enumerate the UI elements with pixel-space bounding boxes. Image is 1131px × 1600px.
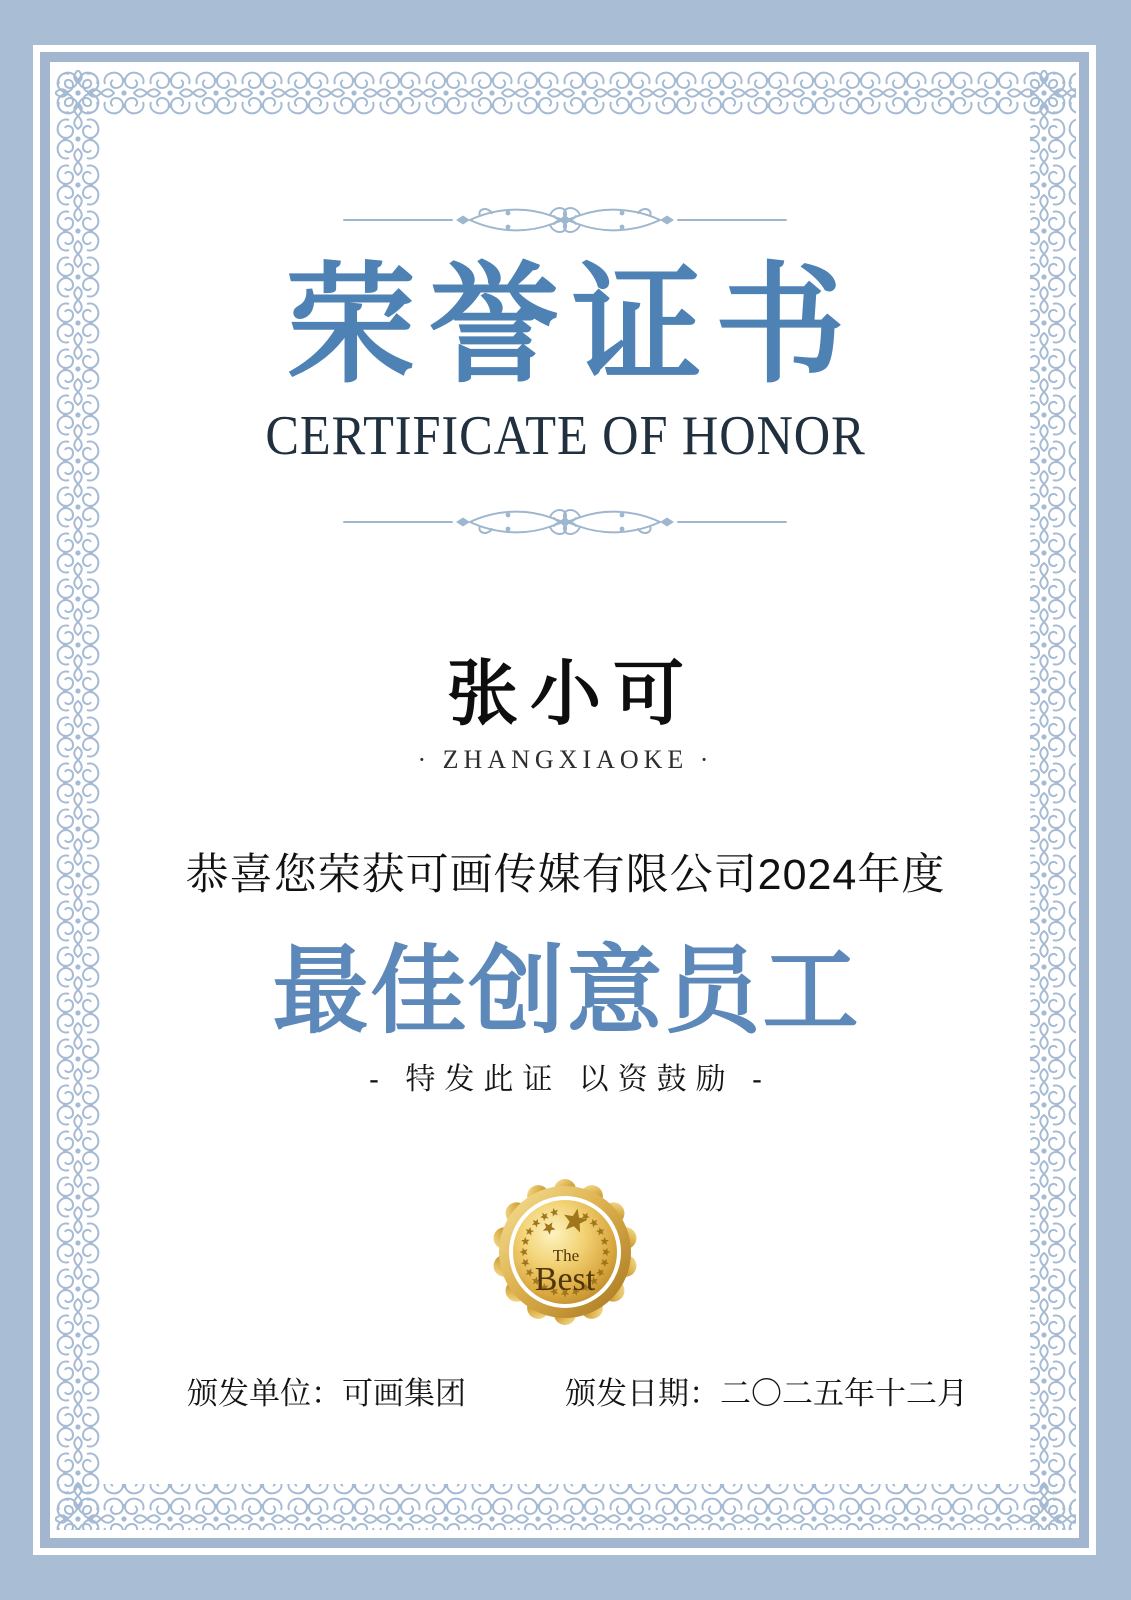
top-flourish-divider-icon (342, 200, 788, 240)
footer-date: 颁发日期：二〇二五年十二月 (565, 1376, 968, 1411)
ornament-border-bottom (55, 1484, 1076, 1530)
certificate-subtitle: CERTIFICATE OF HONOR (265, 405, 866, 467)
ornament-border-top (55, 70, 1076, 116)
recipient-name: 张小可 (446, 655, 696, 734)
badge-the-label: The (552, 1246, 580, 1265)
footer-issuer: 颁发单位：可画集团 (187, 1376, 466, 1411)
motto-text: - 特发此证 以资鼓励 - (369, 1063, 771, 1096)
gold-medal-badge-icon (490, 1177, 640, 1327)
recipient-romanized: · ZHANGXIAOKE · (417, 745, 714, 774)
bottom-flourish-divider-icon (342, 502, 788, 542)
award-title: 最佳创意员工 (272, 934, 861, 1047)
badge-best-label: Best (534, 1261, 596, 1298)
congratulation-text: 恭喜您荣获可画传媒有限公司2024年度 (185, 851, 946, 899)
certificate-title: 荣誉证书 (285, 248, 858, 401)
